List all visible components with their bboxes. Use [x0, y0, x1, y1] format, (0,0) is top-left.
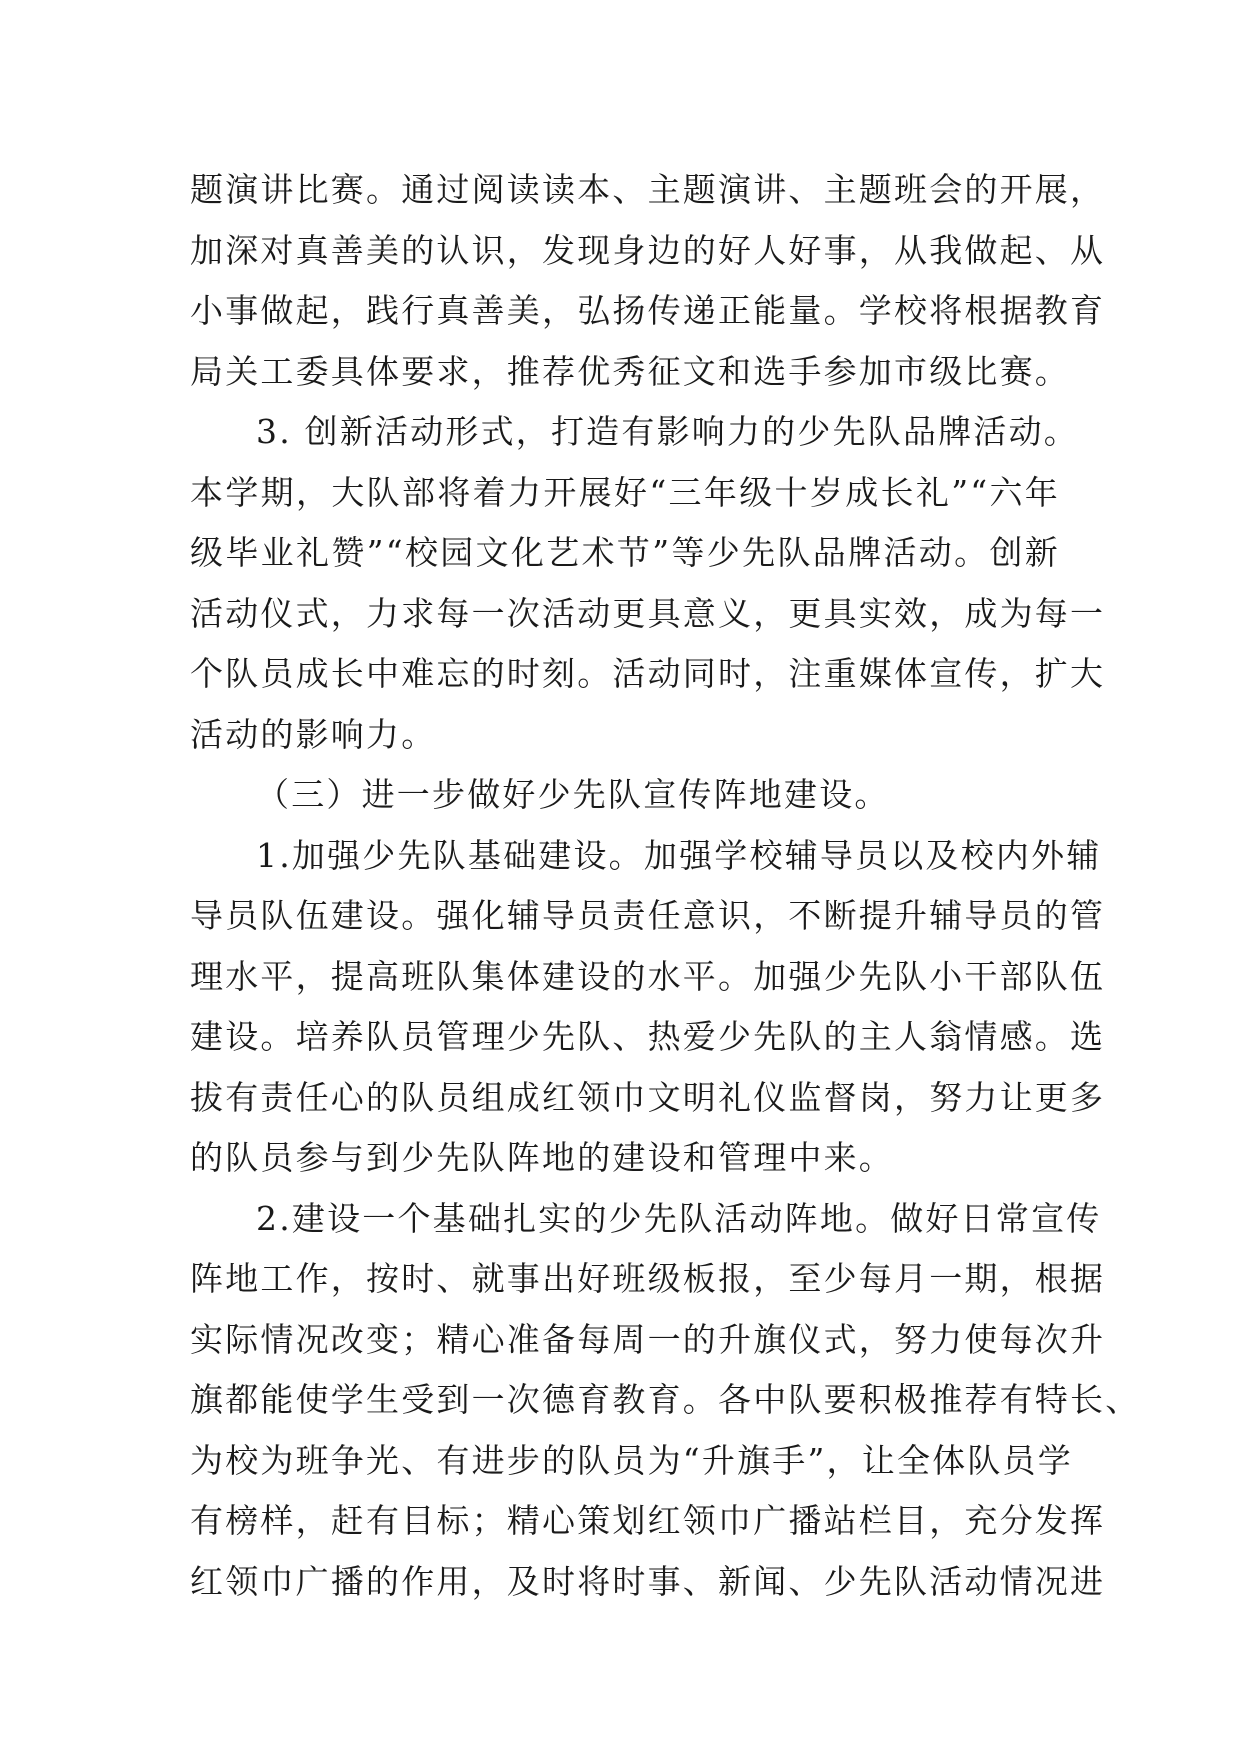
section-heading: （三）进一步做好少先队宣传阵地建设。 — [256, 775, 890, 814]
text-line: 本学期，大队部将着力开展好“三年级十岁成长礼”“六年 — [190, 472, 1060, 512]
text-line: 理水平，提高班队集体建设的水平。加强少先队小干部队伍 — [190, 956, 1106, 996]
text-line: 拔有责任心的队员组成红领巾文明礼仪监督岗，努力让更多 — [190, 1077, 1106, 1117]
text-line: 个队员成长中难忘的时刻。活动同时，注重媒体宣传，扩大 — [190, 654, 1106, 693]
text-line: 加深对真善美的认识，发现身边的好人好事，从我做起、从 — [190, 230, 1106, 270]
text-line: 导员队伍建设。强化辅导员责任意识，不断提升辅导员的管 — [190, 896, 1106, 935]
text-line: 3. 创新活动形式，打造有影响力的少先队品牌活动。 — [256, 412, 1079, 451]
text-line: 红领巾广播的作用，及时将时事、新闻、少先队活动情况进 — [190, 1561, 1106, 1601]
text-line: 级毕业礼赞”“校园文化艺术节”等少先队品牌活动。创新 — [190, 533, 1060, 572]
text-line: 建设。培养队员管理少先队、热爱少先队的主人翁情感。选 — [190, 1017, 1106, 1056]
text-line: 为校为班争光、有进步的队员为“升旗手”，让全体队员学 — [190, 1440, 1073, 1480]
document-body — [190, 160, 1141, 1612]
text-line: 活动的影响力。 — [190, 714, 437, 754]
text-line: 旗都能使学生受到一次德育教育。各中队要积极推荐有特长、 — [190, 1380, 1141, 1419]
text-line: 1.加强少先队基础建设。加强学校辅导员以及校内外辅 — [256, 835, 1102, 875]
text-line: 小事做起，践行真善美，弘扬传递正能量。学校将根据教育 — [190, 291, 1106, 330]
text-line: 阵地工作，按时、就事出好班级板报，至少每月一期，根据 — [190, 1259, 1106, 1298]
text-line: 局关工委具体要求，推荐优秀征文和选手参加市级比赛。 — [190, 351, 1070, 391]
text-line: 的队员参与到少先队阵地的建设和管理中来。 — [190, 1138, 894, 1177]
text-line: 2.建设一个基础扎实的少先队活动阵地。做好日常宣传 — [256, 1198, 1102, 1238]
text-line: 活动仪式，力求每一次活动更具意义，更具实效，成为每一 — [190, 593, 1106, 633]
text-line: 实际情况改变；精心准备每周一的升旗仪式，努力使每次升 — [190, 1319, 1106, 1359]
text-line: 有榜样，赶有目标；精心策划红领巾广播站栏目，充分发挥 — [190, 1501, 1106, 1540]
text-line: 题演讲比赛。通过阅读读本、主题演讲、主题班会的开展， — [190, 170, 1106, 209]
